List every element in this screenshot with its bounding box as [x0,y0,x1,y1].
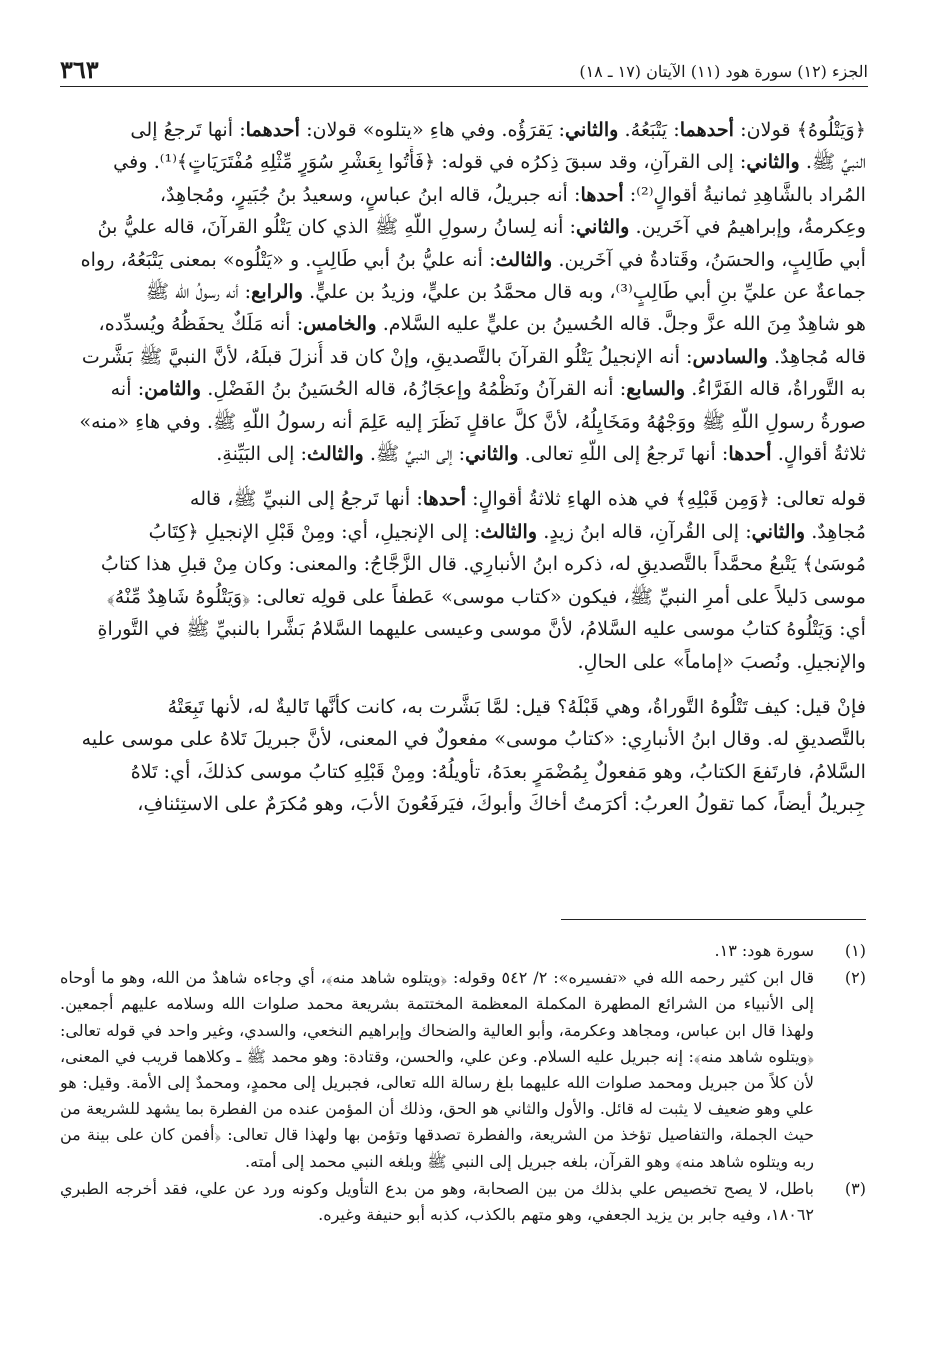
bold-term: أحدها [728,442,772,466]
text-run: والإنجيلِ. ونُصبَ «إماماً» على الحالِ. [577,649,866,673]
running-title: الجزء (١٢) سورة هود (١١) الآيتان (١٧ ـ ١٨) [579,62,868,81]
text-line [62,646,866,678]
bold-term: أحدهما [679,118,735,141]
text-run: : إلى البَيِّنةِ. [216,442,307,466]
text-line [62,373,866,405]
text-run: : أنه الإنجيلُ يَتْلُو القرآنَ بالتَّصديقِ، وإنْ كان قد أُنزلَ قبلَهُ، لأنَّ النبيَّ ﷺ بَشَّرت [81,344,693,368]
footnote [60,938,866,964]
text-run: ﴿وَيَتْلُوهُ﴾ قولان: [734,118,866,141]
text-line [62,788,866,820]
text-run: : أنه [110,377,145,401]
text-run: : أنه رسولُ الله ﷺ [145,280,252,304]
bold-term: أحدها [422,487,467,511]
text-line [62,308,866,340]
text-run: : إلى القرآنِ، وقد سبقَ ذِكرُه في قوله: ﴿فَأْتُوا بِعَشْرِ سُوَرٍ مِّثْلِهِ مُفْتَرَيَاتٍ﴾⁽¹⁾. وفي [113,150,747,174]
footnote-number: (٢) [844,968,866,988]
text-run: : إلى النبيِّ ﷺ. [363,442,466,466]
text-run: : يَتْبَعُهُ. [618,118,680,141]
text-run: قاله مُجاهِدٌ. [767,344,866,368]
text-line [62,613,866,645]
text-run: قوله تعالى: ﴿وَمِن قَبْلِهِ﴾ في هذه الهاءِ ثلاثةُ أقوالٍ: [466,487,866,511]
main-text [62,114,866,821]
bold-term: والخامس [303,312,377,336]
paragraph [62,691,866,821]
footnote-list [60,938,866,1228]
text-line [62,516,866,548]
text-line [62,244,866,276]
text-run: : إلى القُرآنِ، قاله ابنُ زيدٍ. [537,519,752,543]
bold-term: والثامن [144,377,202,401]
bold-term: والرابع [251,280,304,304]
text-run: بالتَّصديقِ له. وقال ابنُ الأنبارِي: «كتابُ موسى» مفعولٌ في المعنى، لأنَّ جبريلَ تَلاهُ على موسى عليه [81,727,866,751]
footnote-text: باطل، لا يصح تخصيص علي بذلك من بين الصحابة، وهو من بدع التأويل وكونه ورد عن علي، فقد أخرجه الطبري ١٨٠٦٢، وفيه جابر بن يزيد الجعفي، وهو متهم بالكذب، كذبه أبو حنيفة وغيره. [60,1178,814,1225]
bold-term: والسابع [626,377,686,401]
text-line [62,438,866,470]
text-run: أبي طَالِبٍ، والحسَنُ، وقَتادةُ في آخَرين. [552,247,866,271]
bold-term: والثاني [746,150,800,174]
text-run: جماعةٌ عن عليِّ بنِ أبي طَالِبٍ⁽³⁾، وبه قال محمَّدُ بن عليٍّ، وزيدُ بن عليٍّ. [303,280,866,304]
footnote-text: سورة هود: ١٣. [714,941,814,960]
paragraph [62,483,866,677]
text-line [62,406,866,438]
footnotes [60,919,866,1229]
bold-term: والثالث [495,247,553,271]
bold-term: والثالث [306,442,364,466]
bold-term: والثاني [565,118,619,141]
text-run: : أنها تَرجعُ إلى [130,118,246,141]
bold-term: والثاني [576,215,630,239]
text-run: النبيِّ ﷺ. [799,150,866,174]
text-line [62,276,866,308]
footnote [60,1176,866,1228]
bold-term: أحدها [580,182,624,206]
text-run: مُوسَىٰ﴾ يَتْبعُ محمَّداً بالتَّصديقِ له، ذكره ابنُ الأنبارِي. قال الزَّجَّاجُ: والمعنى: وكان مِنْ قبلِ هذا كتابُ [100,552,866,576]
bold-term: أحدهما [245,118,300,141]
text-run: : أنها تَرجعُ إلى النبيِّ ﷺ، قاله [189,487,423,511]
text-line [62,483,866,515]
paragraph [62,114,866,470]
bold-term: والثاني [751,519,806,543]
text-run: فإنْ قيل: كيف تَتْلُوهُ التَّوراةُ، وهي قَبْلَهُ؟ قيل: لمَّا بَشَّرت به، كانت كأنَّها تَاليةٌ له، لأنها تَبِعَتْهُ [167,694,866,718]
text-run: : يَقرَؤُه. وفي هاءِ «يتلوه» قولان: [299,118,566,141]
bold-term: والثاني [465,442,519,466]
text-run: المُراد بالشَّاهِدِ ثمانيةُ أقوالٍ⁽²⁾: [623,182,866,206]
footnote [60,965,866,1175]
text-run: : أنه القرآنُ ونَظْمُهُ وإعجَازُهُ، قاله الحُسَينُ بنُ الفَضْلِ. [201,377,627,401]
text-run: مُجاهِدٌ. [805,519,866,543]
text-run: : أنه مَلَكٌ يحفَظُهُ ويُسدِّده، [98,312,304,336]
text-run: موسى دَليلاً على أمرِ النبيِّ ﷺ، فيكون «كتاب موسى» عَطفاً على قولِه تعالى: ﴿وَيَتْلُوهُ شَاهِدٌ مِّنْهُ﴾ [106,584,866,608]
text-line [62,211,866,243]
text-run: السَّلامُ، فارتَفعَ الكتابُ، وهو مَفعولٌ بِمُضْمَرٍ بعدَهُ، تأويلُهُ: ومِنْ قَبْلِهِ كتابُ موسى كذلكَ، أي: تَلاهُ [130,759,866,783]
text-run: جِبريلُ أيضاً، كما تقولُ العربُ: أكرَمتُ أخاكَ وأبوكَ، فيَرفَعُونَ الأبَ، وهو مُكرَمٌ على الاستِئنافِ، [137,792,866,816]
text-run: ثلاثةُ أقوالٍ. [771,442,866,466]
page-number: ٣٦٣ [60,55,99,84]
text-run: أي: وَيَتْلُوهُ كتابُ موسى عليه السَّلامُ، لأنَّ موسى وعيسى عليهما السَّلامُ بَشَّرا بالنبيِّ ﷺ في التَّوراةِ [97,617,866,641]
text-line [62,691,866,723]
footnote-number: (٣) [844,1178,866,1198]
text-line [62,548,866,580]
bold-term: والسادس [692,344,768,368]
text-run: : أنه عليُّ بنُ أبي طَالِبٍ. و «يَتْلُوه» بمعنى يَتْبَعُهُ، رواه [80,247,496,271]
text-line [62,756,866,788]
text-run: : أنه لِسانُ رسولِ اللّهِ ﷺ الذي كان يَتْلُو القرآنَ، قاله عليُّ بنُ [97,215,576,239]
text-line [62,146,866,178]
bold-term: والثالث [480,519,538,543]
text-run: صورةُ رسولِ اللّهِ ﷺ ووَجْهُهُ ومَخَايِلُهُ، لأنَّ كلَّ عاقلٍ نَظَرَ إليه عَلِمَ أنه رسولُ اللّهِ ﷺ. وفي هاءِ «منه» [79,409,866,433]
footnote-text: قال ابن كثير رحمه الله في «تفسيره»: ٢/ ٥٤٢ وقوله: ﴿ويتلوه شاهد منه﴾، أي وجاءه شاهدٌ من الله، وهو ما أوحاه إلى الأنبياء من الشرائع المطهرة المكملة المعظمة المختتمة بشريعة محمد صلوات الله وسلامه عليهم أجمعين. ولهذا قال ابن عباس، ومجاهد وعكرمة، وأبو العالية والضحاك وإبراهيم النخعي، والسدي، وغير واحد في قوله تعالى: ﴿ويتلوه شاهد منه﴾: إنه جبريل عليه السلام. وعن علي، والحسن، وقتادة: وهو محمد ﷺ ـ وكلاهما قريب في المعنى، لأن كلاً من جبريل ومحمد صلوات الله عليهما بلغ رسالة الله تعالى، فجبريل إلى محمدٍ، ومحمدٌ إلى الأمة. وقيل: هو علي وهو ضعيف لا يثبت له قائل. والأول والثاني هو الحق، وذلك أن المؤمن عنده من الفطرة بما يشهد للشريعة من حيث الجملة، والتفاصيل تؤخذ من الشريعة، والفطرة تصدقها وتؤمن بها ولهذا قال تعالى: ﴿أفمن كان على بينة من ربه ويتلوه شاهد منه﴾ وهو القرآن، بلغه جبريل إلى النبي ﷺ وبلغه النبي محمد إلى أمته. [60,968,815,1171]
text-line [62,114,866,146]
text-run: : إلى الإنجيلِ، أي: ومِنْ قَبْلِ الإنجيلِ ﴿كِتَابُ [148,519,481,543]
text-run: به التَّوراةُ، قاله الفَرَّاءُ. [685,377,866,401]
text-line [62,179,866,211]
text-run: هو شاهِدٌ مِنَ الله عزَّ وجلَّ. قاله الحُسينُ بن عليٍّ عليه السَّلام. [376,312,866,336]
footnote-number: (١) [844,941,866,960]
page-header [60,52,868,87]
text-run: : أنها تَرجعُ إلى اللّهِ تعالى. [518,442,729,466]
text-run: : أنه جبريلُ، قاله ابنُ عباسٍ، وسعيدُ بنُ جُبَيرٍ، ومُجاهِدٌ، [159,182,581,206]
text-line [62,341,866,373]
text-line [62,581,866,613]
text-run: وعِكرمةُ، وإبراهيمُ في آخَرين. [629,215,866,239]
footnote-divider [561,919,866,920]
text-line [62,723,866,755]
